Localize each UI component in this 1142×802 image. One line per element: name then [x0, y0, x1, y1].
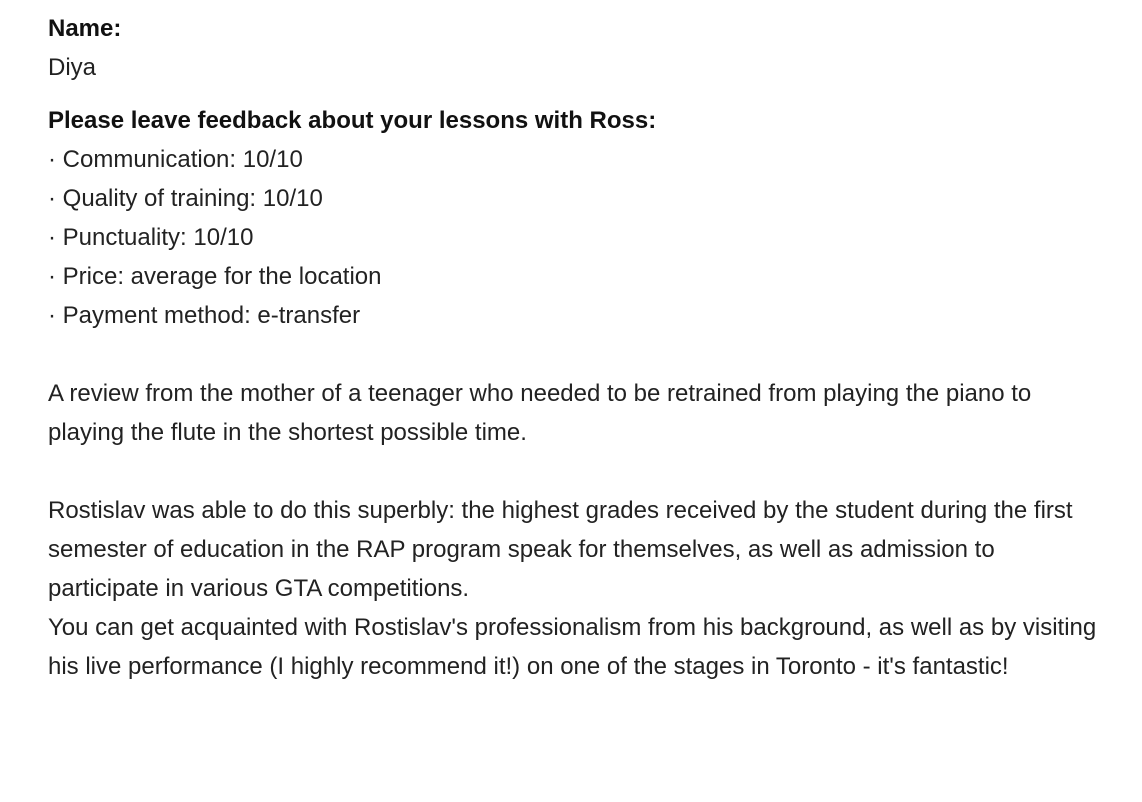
feedback-item-punctuality: · Punctuality: 10/10 — [48, 224, 254, 251]
review-paragraph-2: You can get acquainted with Rostislav's professionalism from his background, as well as by visiting his live performance (I highly recommend it!) on one of the stages in Toronto - it's fantastic! — [48, 614, 1097, 680]
name-section — [48, 9, 1108, 87]
feedback-label: Please leave feedback about your lessons with Ross: — [48, 107, 657, 134]
feedback-item-price: · Price: average for the location — [48, 263, 382, 290]
feedback-list — [48, 140, 1108, 335]
feedback-item-quality: · Quality of training: 10/10 — [48, 185, 323, 212]
review-intro: A review from the mother of a teenager who needed to be retrained from playing the piano to playing the flute in the shortest possible time. — [48, 380, 1032, 446]
feedback-section — [48, 101, 1108, 335]
name-value: Diya — [48, 54, 97, 81]
review-paragraph-1: Rostislav was able to do this superbly: the highest grades received by the student during the first semester of education in the RAP program speak for themselves, as well as admission to participate in various GTA competitions. — [48, 497, 1073, 602]
feedback-item-communication: · Communication: 10/10 — [48, 146, 303, 173]
feedback-item-payment: · Payment method: e-transfer — [48, 302, 361, 329]
name-label: Name: — [48, 15, 122, 42]
